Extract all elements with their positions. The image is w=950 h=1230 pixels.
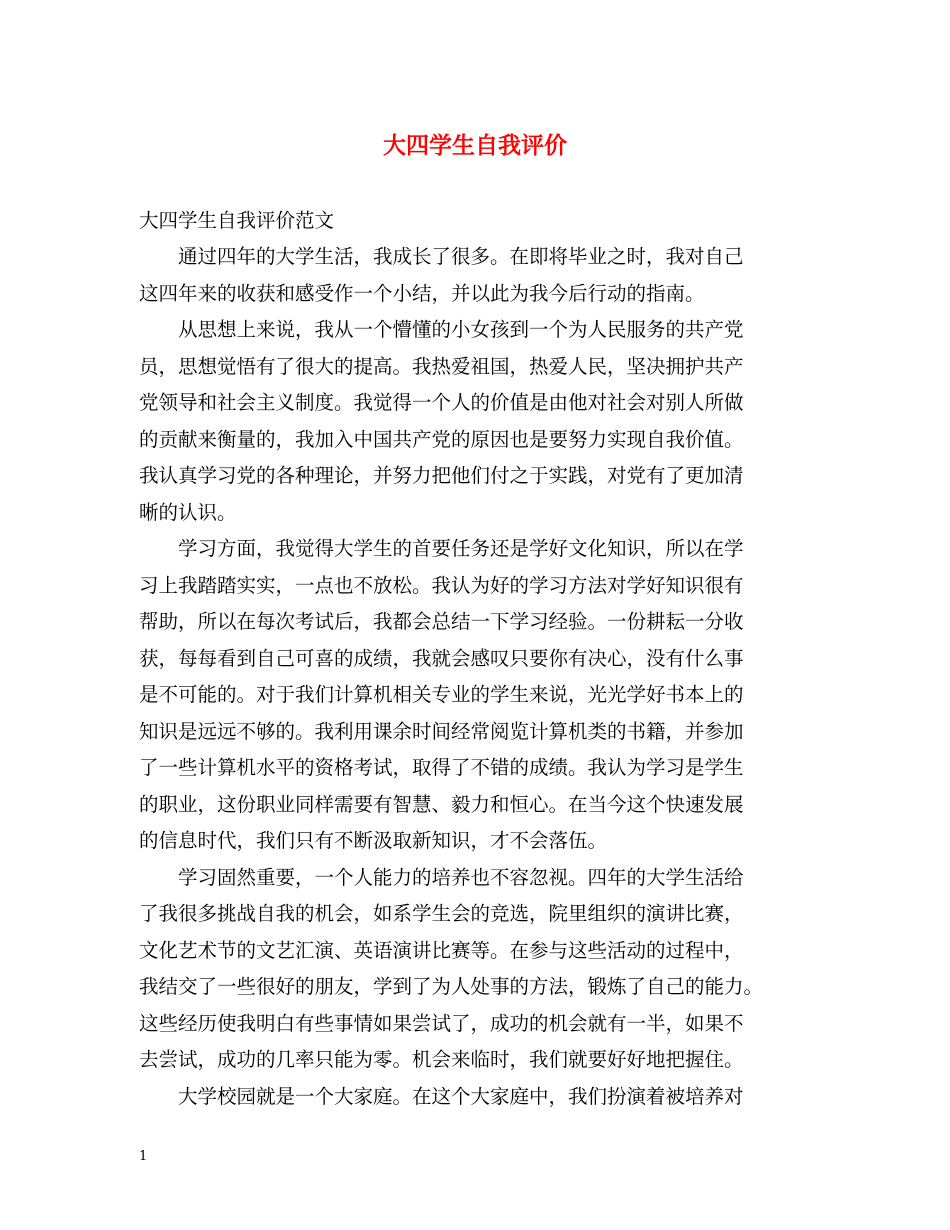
body-line: 习上我踏踏实实，一点也不放松。我认为好的学习方法对学好知识很有 — [139, 574, 744, 597]
body-line: 员，思想觉悟有了很大的提高。我热爱祖国，热爱人民，坚决拥护共产 — [139, 355, 744, 378]
body-line: 的职业，这份职业同样需要有智慧、毅力和恒心。在当今这个快速发展 — [139, 793, 744, 816]
body-line: 文化艺术节的文艺汇演、英语演讲比赛等。在参与这些活动的过程中， — [139, 939, 744, 962]
body-line: 的贡献来衡量的，我加入中国共产党的原因也是要努力实现自我价值。 — [139, 428, 744, 451]
body-line: 晰的认识。 — [139, 501, 237, 524]
body-line: 帮助，所以在每次考试后，我都会总结一下学习经验。一份耕耘一分收 — [139, 610, 744, 633]
body-line: 知识是远远不够的。我利用课余时间经常阅览计算机类的书籍，并参加 — [139, 720, 744, 743]
body-line: 大学校园就是一个大家庭。在这个大家庭中，我们扮演着被培养对 — [178, 1085, 744, 1108]
body-line: 获，每每看到自己可喜的成绩，我就会感叹只要你有决心，没有什么事 — [139, 647, 744, 670]
document-title: 大四学生自我评价 — [383, 132, 567, 159]
body-line: 党领导和社会主义制度。我觉得一个人的价值是由他对社会对别人所做 — [139, 391, 744, 414]
body-line: 从思想上来说，我从一个懵懂的小女孩到一个为人民服务的共产党 — [178, 318, 744, 341]
body-line: 这些经历使我明白有些事情如果尝试了，成功的机会就有一半，如果不 — [139, 1012, 744, 1035]
body-line: 我结交了一些很好的朋友，学到了为人处事的方法，锻炼了自己的能力。 — [139, 975, 764, 998]
body-line: 了我很多挑战自我的机会，如系学生会的竞选，院里组织的演讲比赛， — [139, 902, 744, 925]
body-line: 学习方面，我觉得大学生的首要任务还是学好文化知识，所以在学 — [178, 537, 744, 560]
body-line: 的信息时代，我们只有不断汲取新知识，才不会落伍。 — [139, 829, 608, 852]
page-number: 1 — [139, 1149, 148, 1164]
body-line: 去尝试，成功的几率只能为零。机会来临时，我们就要好好地把握住。 — [139, 1048, 744, 1071]
body-line: 我认真学习党的各种理论，并努力把他们付之于实践，对党有了更加清 — [139, 464, 744, 487]
document-subtitle: 大四学生自我评价范文 — [139, 209, 335, 232]
body-line: 学习固然重要，一个人能力的培养也不容忽视。四年的大学生活给 — [178, 866, 744, 889]
body-line: 了一些计算机水平的资格考试，取得了不错的成绩。我认为学习是学生 — [139, 756, 744, 779]
body-line: 是不可能的。对于我们计算机相关专业的学生来说，光光学好书本上的 — [139, 683, 744, 706]
body-line: 通过四年的大学生活，我成长了很多。在即将毕业之时，我对自己 — [178, 245, 744, 268]
body-line: 这四年来的收获和感受作一个小结，并以此为我今后行动的指南。 — [139, 282, 705, 305]
